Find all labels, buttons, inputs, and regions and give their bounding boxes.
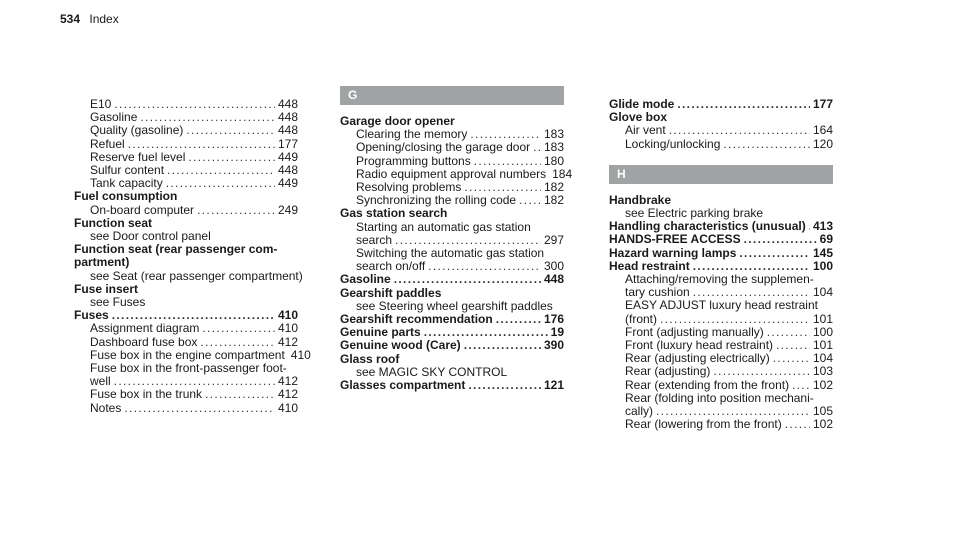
index-column-1 [74,97,311,415]
entry-text: Fuse box in the engine compartment [90,347,285,362]
index-entry: Gearshift paddles [340,285,442,300]
entry-text: Rear (adjusting electrically) [625,351,770,366]
page-reference[interactable]: 101 [812,338,833,353]
page-reference[interactable]: 448 [277,97,298,111]
page-reference[interactable]: 120 [812,136,833,151]
dot-leader [428,260,541,273]
entry-text: Rear (extending from the front) [625,377,790,392]
index-entry: Function seat (rear passenger com- [74,242,278,257]
dot-leader [167,164,275,177]
page-reference[interactable]: 69 [819,232,833,247]
dot-leader [792,379,810,392]
page-reference[interactable]: 412 [277,334,298,349]
entry-text: Handling characteristics (unusual) [609,219,806,234]
entry-text: Synchronizing the rolling code [356,193,517,208]
dot-leader [188,151,275,164]
page-reference[interactable]: 145 [812,245,833,260]
dot-leader [767,326,810,339]
entry-text: Quality (gasoline) [90,123,184,138]
entry-text: E10 [90,97,112,111]
page-reference[interactable]: 104 [812,285,833,300]
index-entry: Function seat [74,215,153,230]
entry-text: Air vent [625,123,666,138]
index-subentry [609,365,833,378]
dot-leader [474,155,541,168]
entry-text: Head restraint [609,258,690,273]
page-reference[interactable]: 413 [812,219,833,234]
dot-leader [197,204,275,217]
dot-leader [723,138,810,151]
page-reference[interactable]: 410 [277,321,298,336]
dot-leader [677,98,810,111]
dot-leader [519,194,541,207]
entry-text: Gasoline [90,110,138,125]
dot-leader [128,138,275,151]
index-subentry: Fuse box in the front-passenger foot- [90,361,287,376]
index-subentry: see Steering wheel gearshift paddles [356,298,553,313]
dot-leader [713,365,810,378]
index-subentry [609,418,833,431]
entry-text: Genuine wood (Care) [340,338,461,353]
page-number: 534 [60,12,81,26]
page-reference[interactable]: 449 [277,176,298,191]
dot-leader [114,98,275,111]
page-reference[interactable]: 104 [812,351,833,366]
index-subentry [74,402,298,415]
dot-leader [533,141,541,154]
page-reference[interactable]: 101 [812,311,833,326]
entry-text: Reserve fuel level [90,149,186,164]
page-reference[interactable]: 121 [543,378,564,393]
dot-leader [809,220,810,233]
index-subentry [74,124,298,137]
dot-leader [202,322,275,335]
entry-text: On-board computer [90,202,195,217]
dot-leader [739,247,810,260]
page-reference[interactable]: 183 [543,140,564,155]
page-reference[interactable]: 105 [812,404,833,419]
page-reference[interactable]: 390 [543,338,564,353]
index-subentry [74,204,298,217]
dot-leader [200,336,275,349]
entry-text: tary cushion [625,285,690,300]
index-subentry [74,388,298,401]
dot-leader [394,273,541,286]
page-reference[interactable]: 449 [277,149,298,164]
index-subentry: Starting an automatic gas station [356,219,531,234]
index-entries-g-continued [609,98,833,151]
index-subentry [340,141,564,154]
page-reference[interactable]: 100 [812,324,833,339]
entry-text: Glasses compartment [340,378,466,393]
page-reference[interactable]: 182 [543,193,564,208]
page-reference[interactable]: 180 [543,153,564,168]
page-reference[interactable]: 177 [812,97,833,111]
page-reference[interactable]: 410 [277,308,298,323]
index-entry: partment) [74,255,130,270]
page-reference[interactable]: 448 [277,163,298,178]
page-reference[interactable]: 448 [543,272,564,287]
index-subentry [609,313,833,326]
dot-leader [776,339,810,352]
index-subentry [609,124,833,137]
entry-text: Clearing the memory [356,127,468,142]
index-subentry: see Electric parking brake [625,206,764,221]
index-subentry [74,322,298,335]
letter-heading-g: G [340,86,564,105]
index-entry [340,339,564,352]
page-reference[interactable]: 412 [277,387,298,402]
page-reference[interactable]: 177 [277,136,298,151]
index-subentry: EASY ADJUST luxury head restraint [625,298,818,313]
index-entry [609,233,833,246]
index-subentry [609,138,833,151]
dot-leader [744,233,817,246]
index-entry: Glass roof [340,351,400,366]
entry-text: Gearshift recommendation [340,312,493,327]
dot-leader [166,177,275,190]
dot-leader [468,379,541,392]
index-subentry: see Seat (rear passenger compartment) [90,268,303,283]
page-reference[interactable]: 19 [550,325,564,340]
entry-text: Programming buttons [356,153,471,168]
entry-text: Genuine parts [340,325,421,340]
index-subentry: Rear (folding into position mechani- [625,390,814,405]
index-column-3 [609,98,833,431]
dot-leader [464,339,541,352]
page-reference[interactable]: 300 [543,259,564,274]
entry-text: Tank capacity [90,176,163,191]
index-entry [609,247,833,260]
entry-text: well [90,374,111,389]
entry-text: Rear (lowering from the front) [625,417,782,432]
page-reference[interactable]: 103 [812,364,833,379]
dot-leader [124,402,275,415]
index-subentry: see MAGIC SKY CONTROL [356,364,508,379]
entry-text: HANDS-FREE ACCESS [609,232,741,247]
index-subentry [74,336,298,349]
section-title: Index [89,12,119,26]
page-reference[interactable]: 102 [812,377,833,392]
page-reference[interactable]: 412 [277,374,298,389]
index-entries-h [609,194,833,432]
entry-text: Rear (adjusting) [625,364,711,379]
index-entry: Fuel consumption [74,189,178,204]
entry-text: Opening/closing the garage door [356,140,531,155]
index-entry: Gas station search [340,206,448,221]
entry-text: search [356,232,393,247]
page-reference[interactable]: 183 [543,127,564,142]
dot-leader [660,313,810,326]
entry-text: cally) [625,404,654,419]
entry-text: Fuse box in the trunk [90,387,203,402]
entry-text: Assignment diagram [90,321,200,336]
index-entry [340,273,564,286]
index-subentry [609,379,833,392]
entry-text: Front (adjusting manually) [625,324,764,339]
entry-text: Resolving problems [356,180,462,195]
index-entry: Glove box [609,110,668,125]
entry-text: Locking/unlocking [625,136,721,151]
index-entries-g [340,114,573,393]
dot-leader [669,124,810,137]
index-subentry [74,138,298,151]
index-subentry: Attaching/removing the supplemen- [625,272,814,287]
index-entry: Fuse insert [74,281,139,296]
entry-text: Notes [90,400,122,415]
entry-text: (front) [625,311,658,326]
dot-leader [496,313,541,326]
dot-leader [785,418,810,431]
page-reference[interactable]: 182 [543,180,564,195]
entry-text: Dashboard fuse box [90,334,198,349]
dot-leader [186,124,275,137]
index-entry: Handbrake [609,192,672,207]
entry-text: Gasoline [340,272,391,287]
page-reference[interactable]: 448 [277,123,298,138]
index-column-2 [340,86,573,393]
page-header [60,12,119,26]
index-subentry: Switching the automatic gas station [356,246,545,261]
entry-text: Glide mode [609,97,675,111]
page-reference[interactable]: 410 [277,400,298,415]
page-reference[interactable]: 448 [277,110,298,125]
dot-leader [773,352,810,365]
page-reference[interactable]: 176 [543,312,564,327]
entry-text: Radio equipment approval numbers [356,166,547,181]
entry-text: Sulfur content [90,163,165,178]
entry-text: Fuses [74,308,109,323]
page-reference[interactable]: 164 [812,123,833,138]
entry-text: Front (luxury head restraint) [625,338,774,353]
page-reference[interactable]: 100 [812,258,833,273]
page-reference[interactable]: 102 [812,417,833,432]
page-reference[interactable]: 184 [552,166,573,181]
index-entry [340,379,564,392]
letter-heading-h: H [609,165,833,184]
entry-text: search on/off [356,259,426,274]
index-subentry: see Fuses [90,295,146,310]
page-reference[interactable]: 249 [277,202,298,217]
entry-text: Hazard warning lamps [609,245,737,260]
page-reference[interactable]: 297 [543,232,564,247]
index-entry: Garage door opener [340,114,455,128]
dot-leader [205,388,275,401]
index-subentry [340,155,564,168]
index-subentry: see Door control panel [90,229,211,244]
entry-text: Refuel [90,136,125,151]
page-reference[interactable]: 410 [290,347,311,362]
